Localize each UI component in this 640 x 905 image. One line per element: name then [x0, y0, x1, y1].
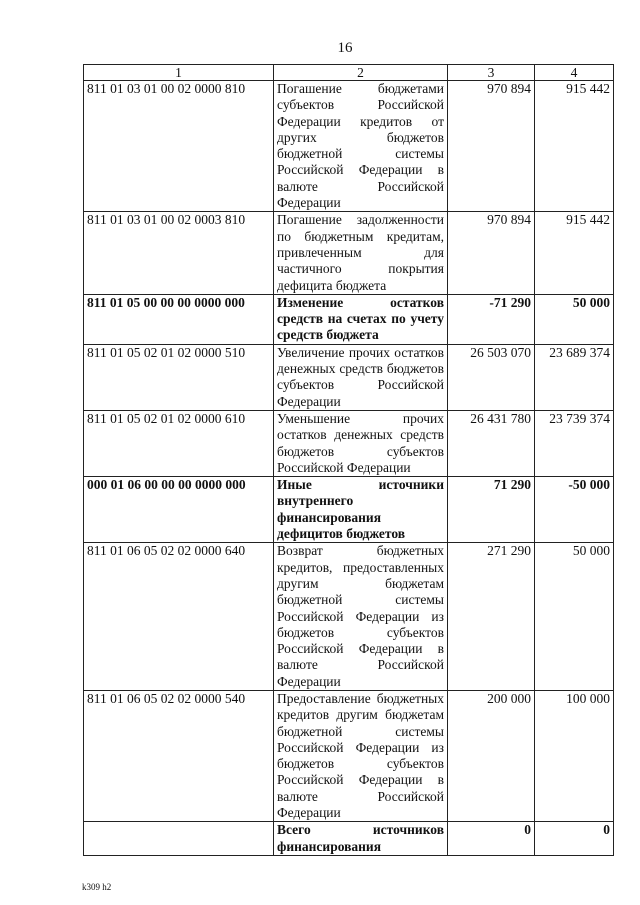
name-cell: Погашение бюджетами субъектов Российской Федерации кредитов от других бюджетов бюджетной системы Российской Федерации в валюте Российской Федерации: [274, 81, 448, 212]
table-row: [84, 81, 614, 212]
value-col3-cell: 26 431 780: [448, 410, 535, 476]
column-header-4: 4: [535, 65, 614, 81]
code-cell: 000 01 06 00 00 00 0000 000: [84, 477, 274, 543]
value-col3-cell: 26 503 070: [448, 344, 535, 410]
name-cell: Изменение остатков средств на счетах по учету средств бюджета: [274, 294, 448, 344]
table-body: [84, 81, 614, 856]
code-cell: 811 01 03 01 00 02 0000 810: [84, 81, 274, 212]
value-col3-cell: 970 894: [448, 81, 535, 212]
value-col3-cell: 71 290: [448, 477, 535, 543]
table-row: [84, 477, 614, 543]
name-cell: Предоставление бюджетных кредитов другим бюджетам бюджетной системы Российской Федерации из бюджетов субъектов Российской Федерации в валюте Российской Федерации: [274, 690, 448, 821]
column-header-3: 3: [448, 65, 535, 81]
value-col4-cell: 0: [535, 822, 614, 856]
budget-sources-table: [83, 64, 614, 856]
table-row: [84, 543, 614, 691]
table-row: [84, 294, 614, 344]
value-col4-cell: 915 442: [535, 212, 614, 294]
code-cell: [84, 822, 274, 856]
value-col4-cell: 50 000: [535, 543, 614, 691]
name-cell: Иные источники внутреннего финансирования дефицитов бюджетов: [274, 477, 448, 543]
footer-mark: k309 h2: [82, 882, 112, 892]
value-col3-cell: 970 894: [448, 212, 535, 294]
table-row: [84, 690, 614, 821]
table-row: [84, 410, 614, 476]
value-col4-cell: 915 442: [535, 81, 614, 212]
name-cell: Погашение задолженности по бюджетным кредитам, привлеченным для частичного покрытия дефицита бюджета: [274, 212, 448, 294]
code-cell: 811 01 06 05 02 02 0000 540: [84, 690, 274, 821]
code-cell: 811 01 05 00 00 00 0000 000: [84, 294, 274, 344]
code-cell: 811 01 05 02 01 02 0000 510: [84, 344, 274, 410]
table-row: [84, 212, 614, 294]
value-col3-cell: 271 290: [448, 543, 535, 691]
name-cell: Уменьшение прочих остатков денежных средств бюджетов субъектов Российской Федерации: [274, 410, 448, 476]
code-cell: 811 01 03 01 00 02 0003 810: [84, 212, 274, 294]
table-row: [84, 822, 614, 856]
name-cell: Увеличение прочих остатков денежных средств бюджетов субъектов Российской Федерации: [274, 344, 448, 410]
table-header-row: [84, 65, 614, 81]
name-cell: Всего источников финансирования: [274, 822, 448, 856]
value-col4-cell: 50 000: [535, 294, 614, 344]
value-col4-cell: 100 000: [535, 690, 614, 821]
code-cell: 811 01 06 05 02 02 0000 640: [84, 543, 274, 691]
value-col3-cell: 200 000: [448, 690, 535, 821]
column-header-1: 1: [84, 65, 274, 81]
column-header-2: 2: [274, 65, 448, 81]
value-col3-cell: -71 290: [448, 294, 535, 344]
value-col4-cell: 23 739 374: [535, 410, 614, 476]
page-number: 16: [337, 40, 353, 56]
value-col3-cell: 0: [448, 822, 535, 856]
value-col4-cell: 23 689 374: [535, 344, 614, 410]
table-row: [84, 344, 614, 410]
name-cell: Возврат бюджетных кредитов, предоставленных другим бюджетам бюджетной системы Российской Федерации из бюджетов субъектов Российской Федерации в валюте Российской Федерации: [274, 543, 448, 691]
code-cell: 811 01 05 02 01 02 0000 610: [84, 410, 274, 476]
value-col4-cell: -50 000: [535, 477, 614, 543]
